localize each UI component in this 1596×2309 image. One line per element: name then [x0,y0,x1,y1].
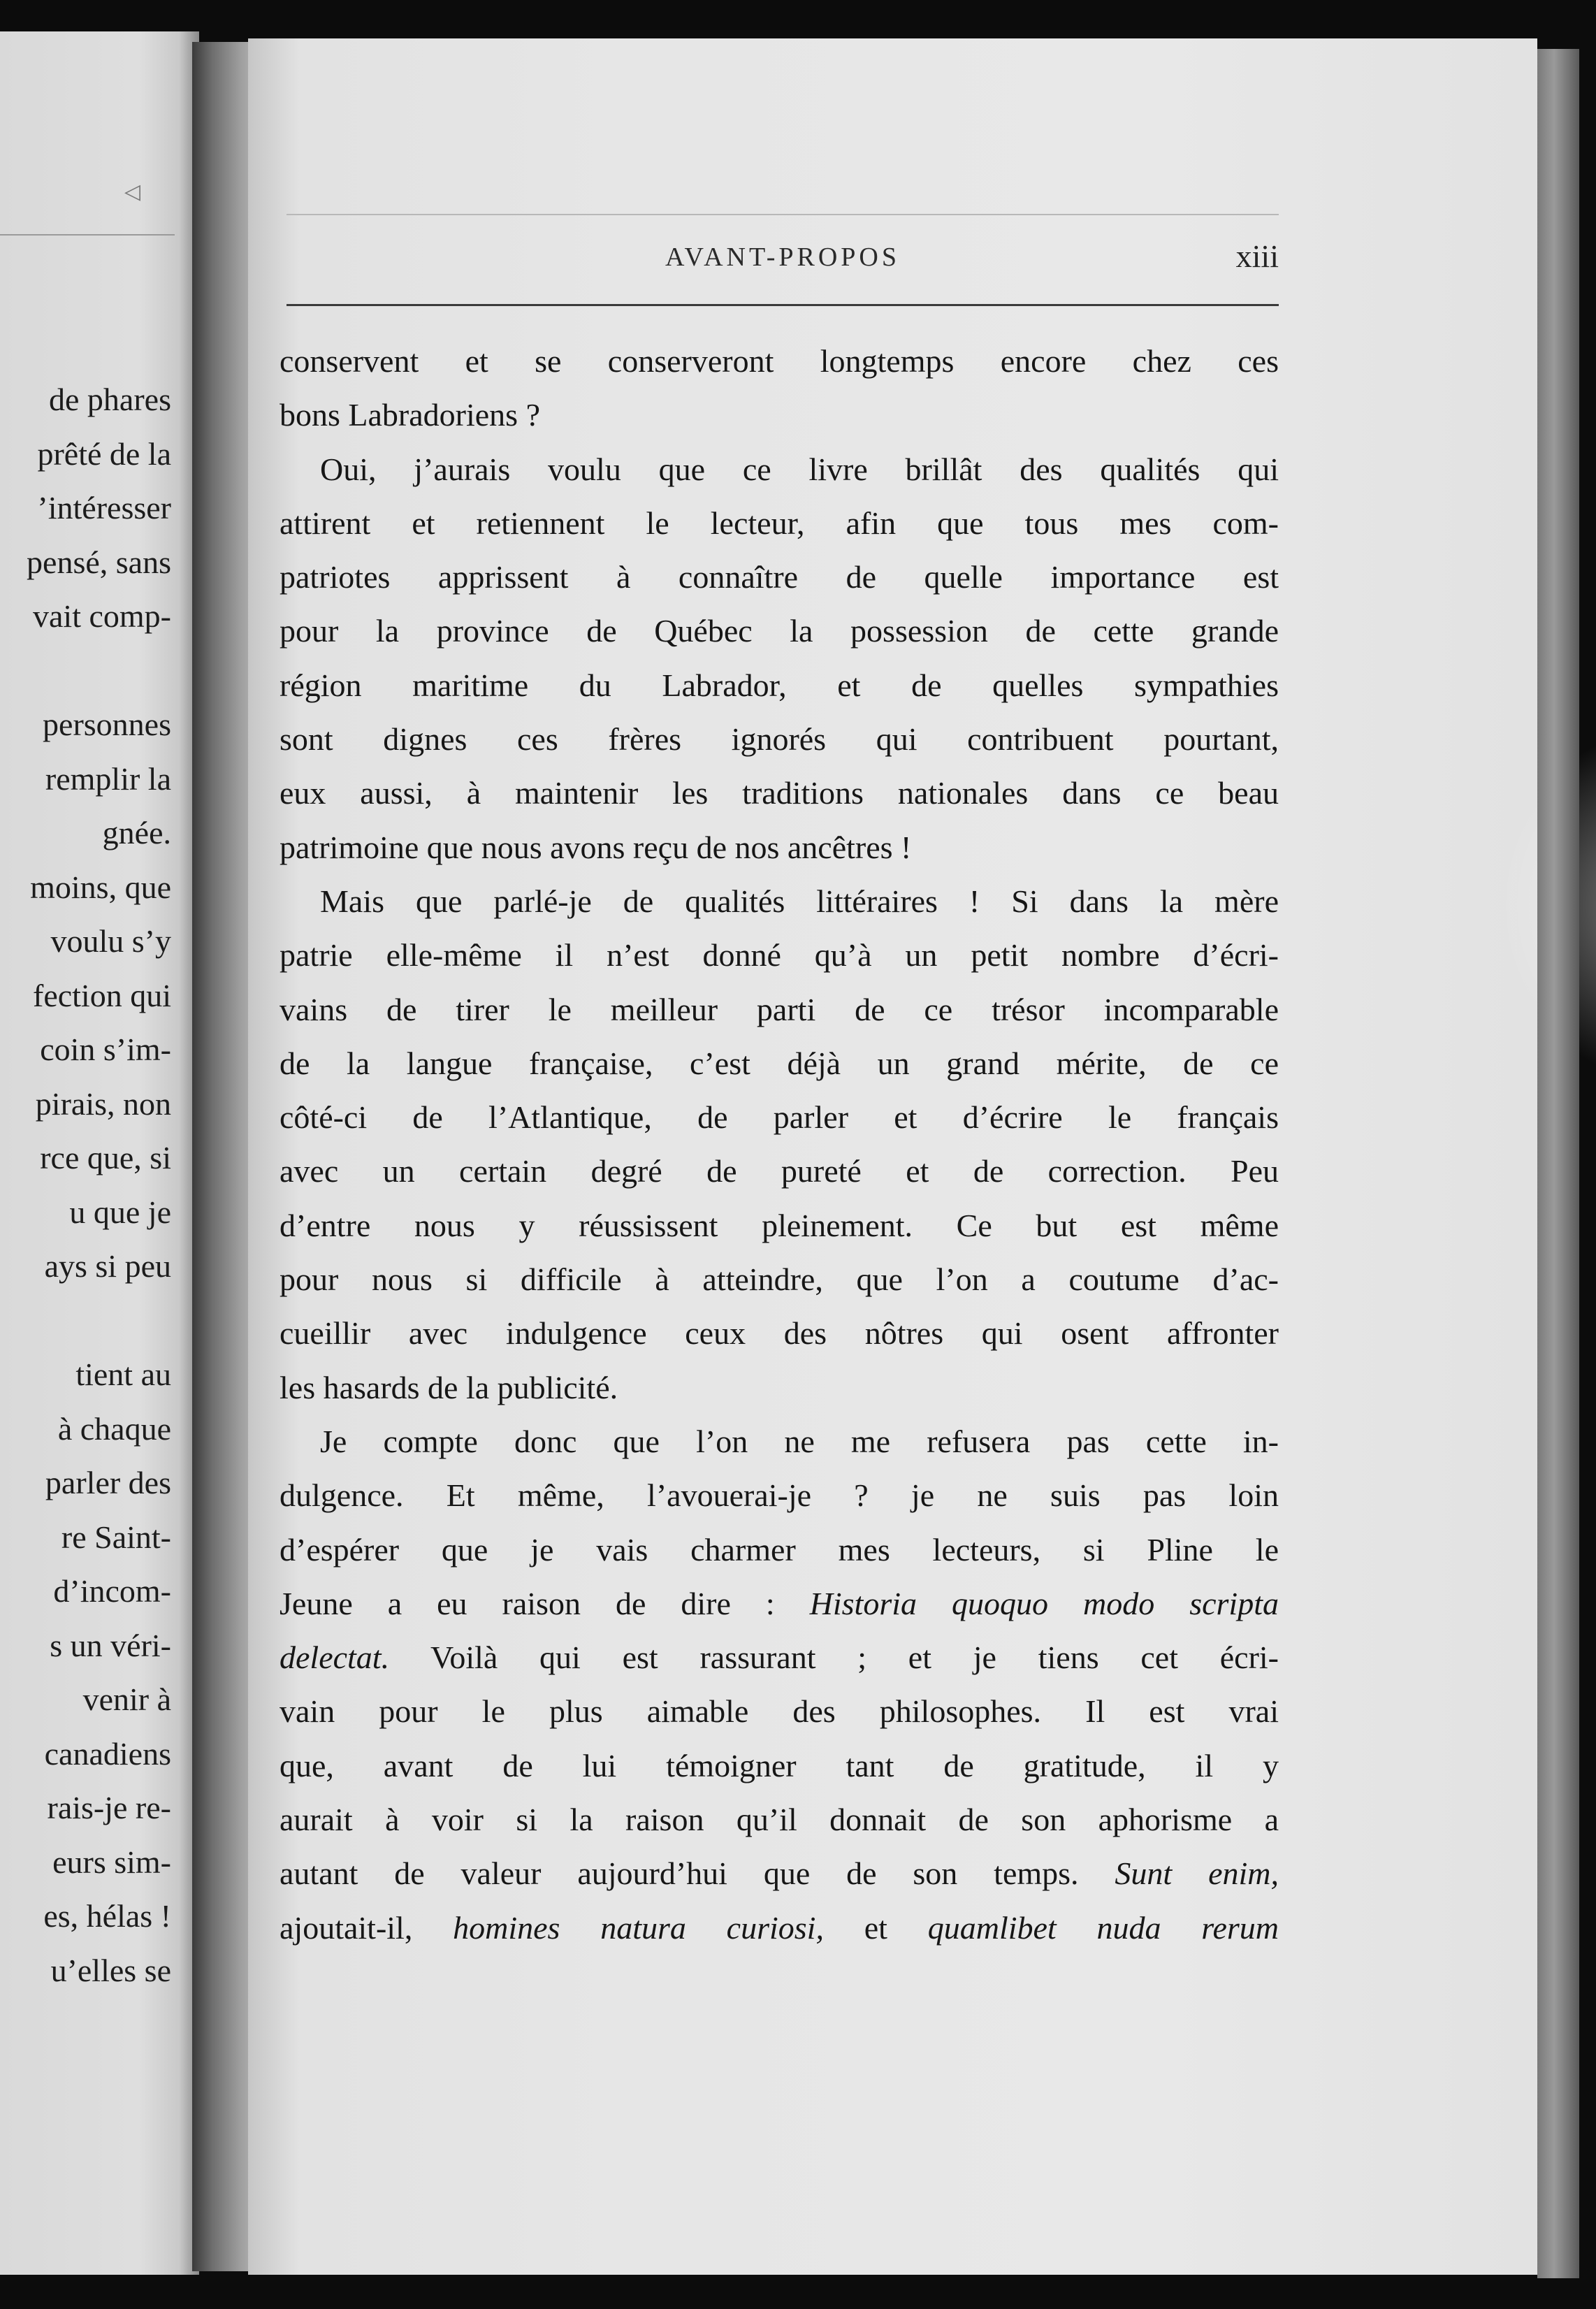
text-line: d’entre nous y réussissent pleinement. Ce but est même [280,1207,1279,1243]
text-line: sont dignes ces frères ignorés qui contribuent pourtant, [280,721,1279,758]
text-line: vain pour le plus aimable des philosophes. Il est vrai [280,1693,1279,1730]
text-line [280,1630,1279,1684]
left-line: rais-je re- [47,1790,171,1825]
text-line [280,1901,1279,1955]
left-line: fection qui [33,977,171,1013]
left-line: rce que, si [40,1140,171,1175]
left-page-mark: ◁ [124,180,141,204]
header-top-rule [286,214,1279,215]
text-line: aurait à voir si la raison qu’il donnait de son aphorisme a [280,1802,1279,1838]
body-text [280,334,1279,1955]
page-edge [1537,49,1579,2278]
text-line: avec un certain degré de pureté et de correction. Peu [280,1153,1279,1189]
left-line: ’intéresser [37,490,171,526]
left-facing-page [0,31,199,2275]
text-line: pour la province de Québec la possession de cette grande [280,613,1279,649]
text-line: patriotes apprissent à connaître de quelle importance est [280,559,1279,595]
left-line: canadiens [44,1735,171,1772]
latin-quote: Sunt enim, [1115,1855,1279,1892]
left-line: pirais, non [35,1085,171,1122]
text-line: d’espérer que je vais charmer mes lecteurs, si Pline le [280,1531,1279,1568]
latin-quote: Historia quoquo modo scripta [809,1585,1279,1621]
text-line: eux aussi, à maintenir les traditions nationales dans ce beau [280,775,1279,811]
left-line: coin s’im- [40,1032,171,1067]
text-line: dulgence. Et même, l’avouerai-je ? je ne suis pas loin [280,1477,1279,1514]
left-line: prêté de la [37,435,171,472]
text-line [280,1846,1279,1900]
text-line: pour nous si difficile à atteindre, que l’on a coutume d’ac- [280,1261,1279,1298]
text-line: région maritime du Labrador, et de quelles sympathies [280,667,1279,703]
latin-quote: homines natura curiosi, [453,1909,824,1946]
text-line: patrimoine que nous avons reçu de nos ancêtres ! [280,829,912,865]
left-line: moins, que [30,869,171,905]
text-line: vains de tirer le meilleur parti de ce trésor incomparable [280,991,1279,1027]
text-line: côté-ci de l’Atlantique, de parler et d’écrire le français [280,1099,1279,1136]
latin-quote: quamlibet nuda rerum [927,1909,1279,1946]
left-line: es, hélas ! [43,1898,171,1934]
text-line: patrie elle-même il n’est donné qu’à un petit nombre d’écri- [280,937,1279,973]
left-line [0,644,171,698]
left-line: venir à [82,1681,171,1717]
left-line [0,1294,171,1348]
left-line: pensé, sans [27,544,171,580]
text-line: Mais que parlé-je de qualités littéraires ! Si dans la mère [320,883,1279,919]
text-line: de la langue française, c’est déjà un grand mérite, de ce [280,1045,1279,1081]
left-line: tient au [75,1356,171,1392]
text-line: Oui, j’aurais voulu que ce livre brillât des qualités qui [320,451,1279,487]
left-line: s un véri- [50,1627,171,1663]
text-line [280,1577,1279,1630]
header-rule [286,304,1279,306]
latin-quote: delectat. [280,1640,390,1676]
left-line: de phares [49,382,171,417]
running-head [286,238,1279,280]
left-line: à chaque [57,1410,171,1447]
running-title: AVANT-PROPOS [665,243,900,272]
left-line: d’incom- [53,1573,171,1609]
page-number: xiii [1235,238,1279,274]
left-line: personnes [43,707,171,742]
text-line: bons Labradoriens ? [280,397,540,433]
left-page-rule [0,234,175,236]
left-line: re Saint- [61,1519,171,1555]
left-line: vait comp- [33,598,171,634]
left-line: gnée. [102,815,171,851]
left-line: voulu s’y [50,923,171,959]
text-line: les hasards de la publicité. [280,1369,618,1405]
left-line: eurs sim- [52,1844,171,1880]
left-page-text [0,372,171,1997]
text-run: Jeune a eu raison de dire : [280,1585,810,1621]
text-line: Je compte donc que l’on ne me refusera pas cette in- [320,1423,1279,1459]
text-line: conservent et se conserveront longtemps encore chez ces [280,343,1279,379]
text-run: ajoutait-il, [280,1909,454,1946]
text-run: Voilà qui est rassurant ; et je tiens cet écri- [389,1640,1279,1676]
left-line: remplir la [45,760,171,797]
text-run: autant de valeur aujourd’hui que de son temps. [280,1855,1115,1892]
left-line: u’elles se [50,1952,171,1988]
left-line: ays si peu [44,1248,171,1284]
text-run: et [823,1909,928,1946]
left-line: u que je [69,1194,171,1230]
text-line: attirent et retiennent le lecteur, afin que tous mes com- [280,505,1279,541]
left-line: parler des [45,1465,171,1500]
text-line: que, avant de lui témoigner tant de gratitude, il y [280,1747,1279,1783]
text-line: cueillir avec indulgence ceux des nôtres qui osent affronter [280,1315,1279,1352]
